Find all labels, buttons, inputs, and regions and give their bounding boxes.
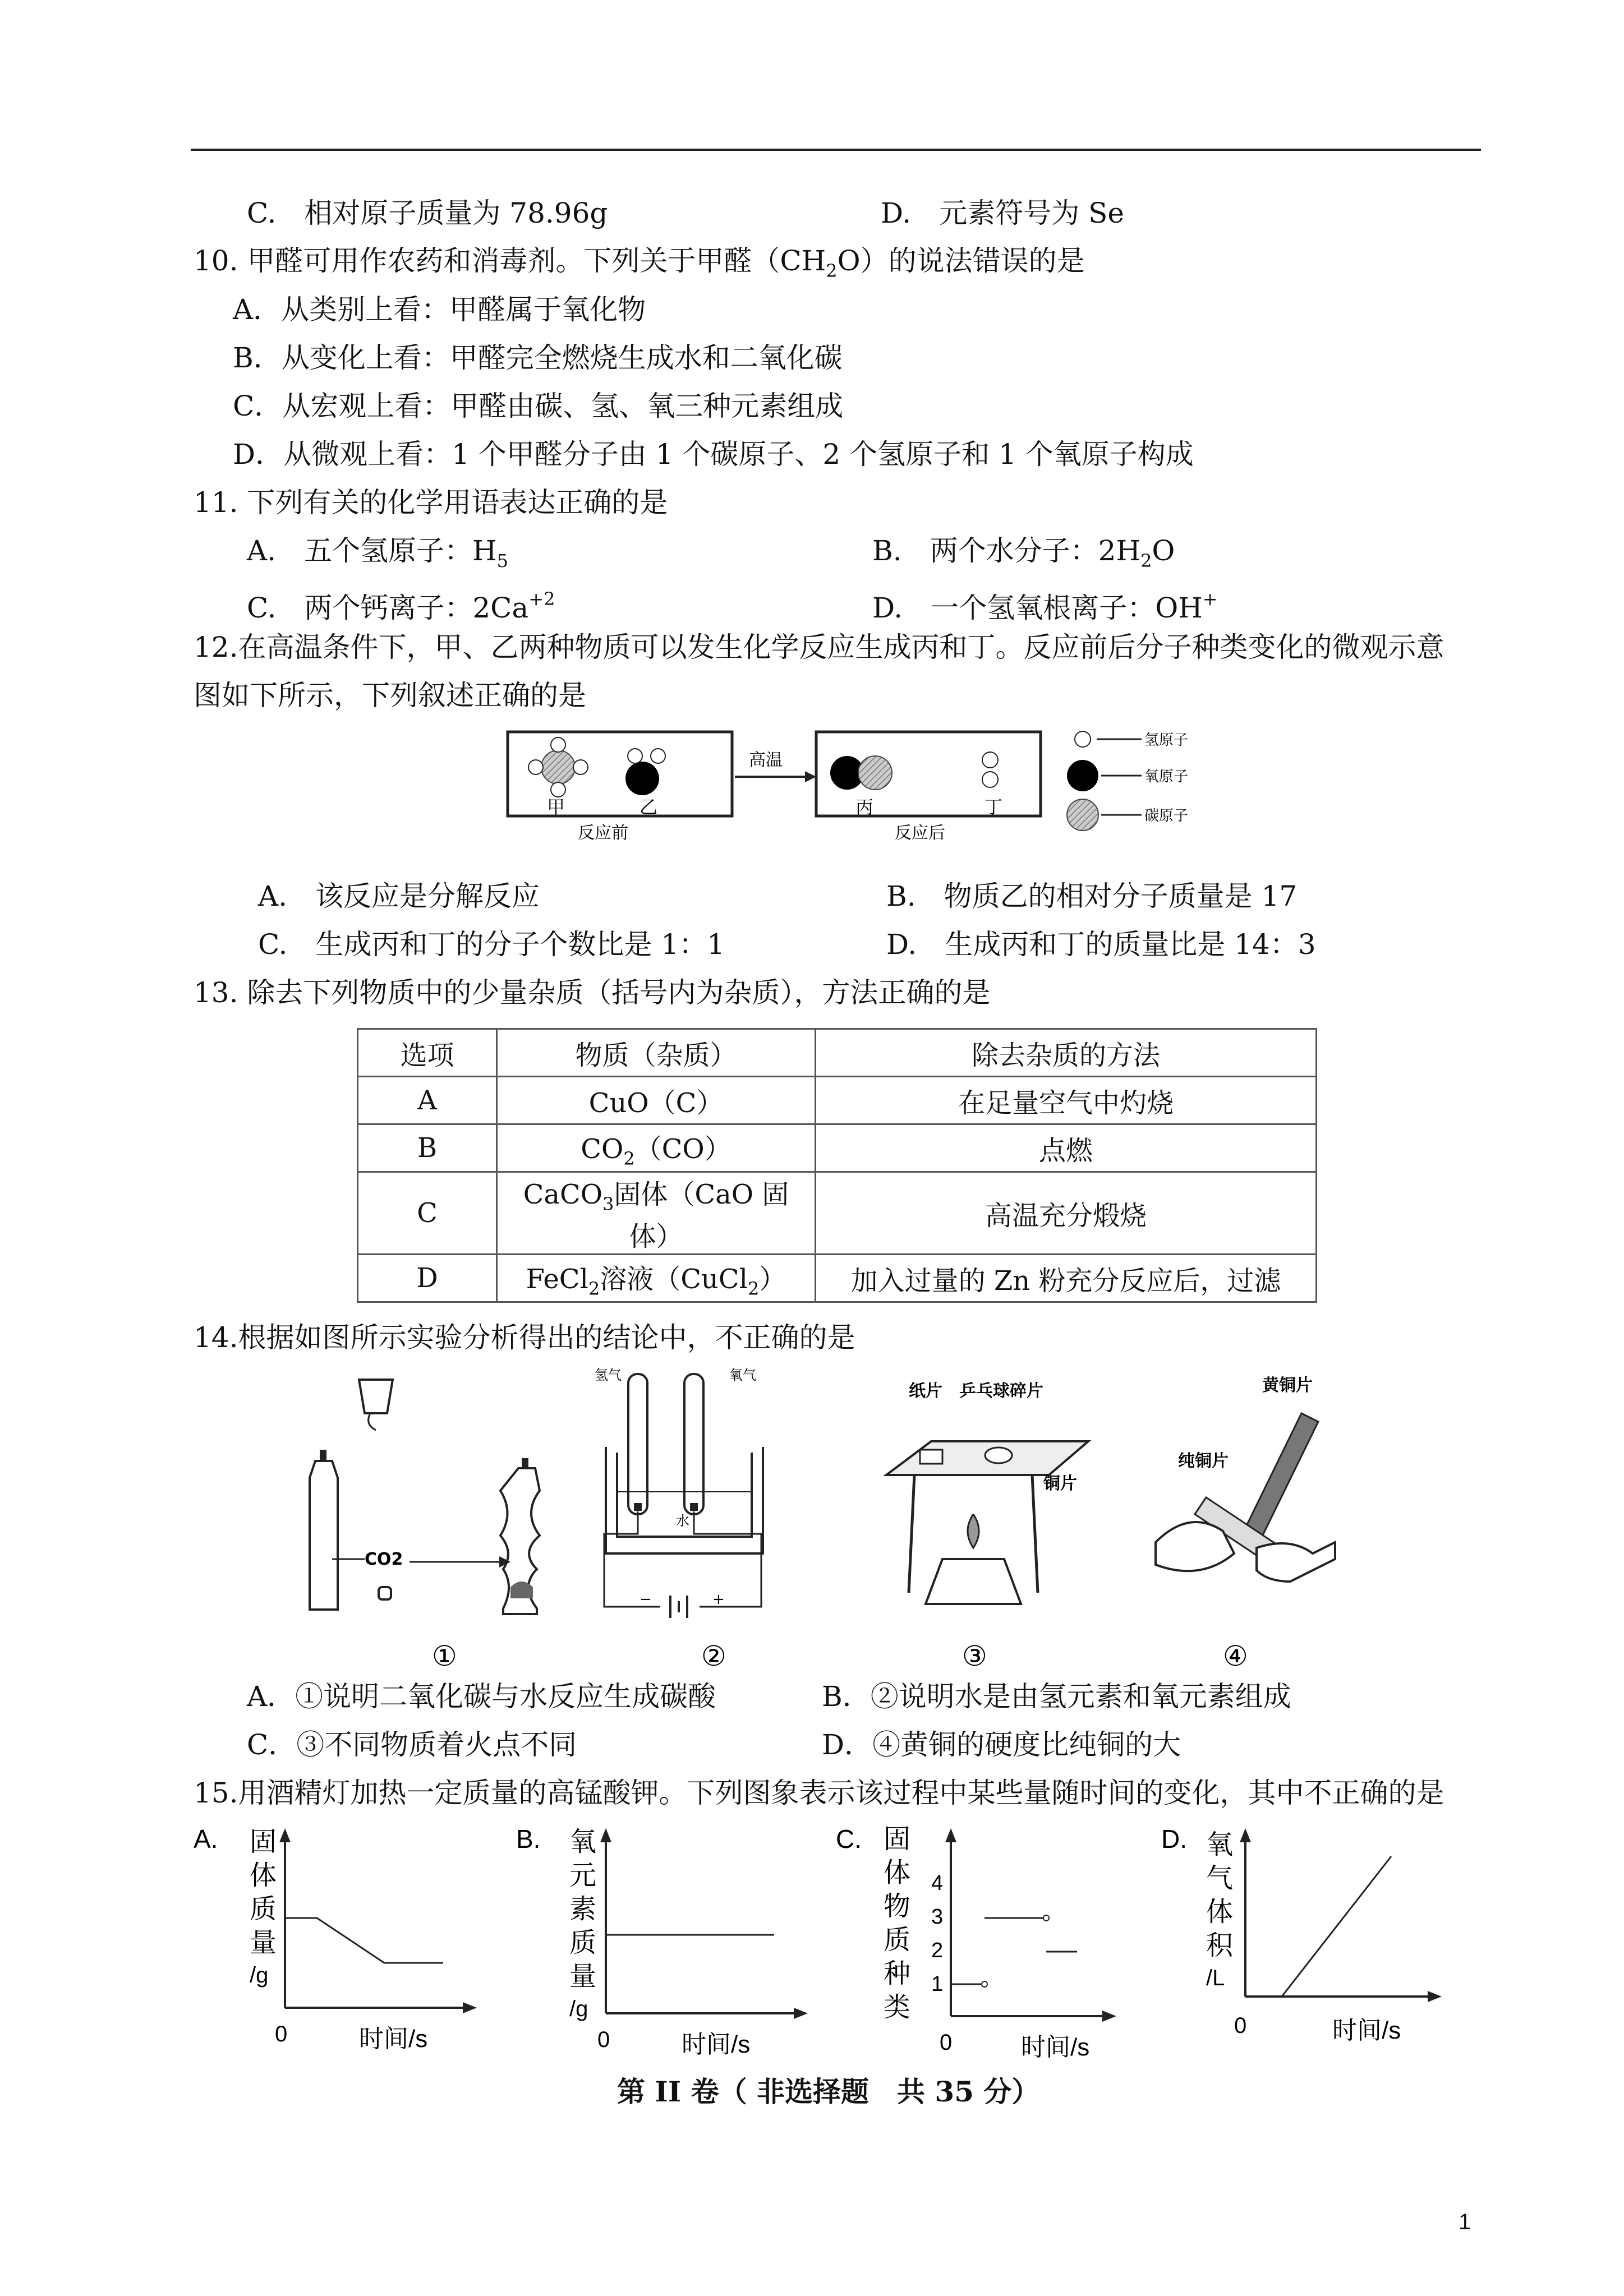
svg-text:黄铜片: 黄铜片 bbox=[1262, 1376, 1313, 1395]
hydrogen-atom bbox=[551, 737, 565, 752]
q14-option-d: D．④黄铜的硬度比纯铜的大 bbox=[822, 1728, 1181, 1761]
graph-b bbox=[516, 1824, 808, 2058]
svg-text:1: 1 bbox=[931, 1972, 944, 1996]
table-row: A CuO（C） 在足量空气中灼烧 bbox=[358, 1077, 1317, 1124]
graph-a bbox=[194, 1824, 477, 2053]
q12-option-a: A. 该反应是分解反应 bbox=[258, 880, 540, 912]
q14-option-b: B．②说明水是由氢元素和氧元素组成 bbox=[822, 1680, 1291, 1713]
q9-option-d: D. 元素符号为 Se bbox=[881, 197, 1124, 229]
svg-text:0: 0 bbox=[597, 2027, 610, 2052]
svg-text:积: 积 bbox=[1206, 1931, 1234, 1961]
svg-text:碳原子: 碳原子 bbox=[1144, 808, 1189, 824]
svg-text:CO2: CO2 bbox=[365, 1550, 403, 1569]
q9-option-c: C. 相对原子质量为 78.96g bbox=[247, 197, 608, 229]
svg-text:C.: C. bbox=[836, 1824, 862, 1854]
carbon-atom bbox=[858, 756, 892, 790]
q14-option-c: C．③不同物质着火点不同 bbox=[247, 1728, 577, 1761]
q14-option-a: A．①说明二氧化碳与水反应生成碳酸 bbox=[247, 1680, 716, 1713]
svg-text:纯铜片: 纯铜片 bbox=[1178, 1451, 1229, 1471]
q12-molecule-diagram bbox=[502, 723, 1243, 841]
svg-text:乒乓球碎片: 乒乓球碎片 bbox=[959, 1381, 1043, 1401]
hydrogen-atom bbox=[528, 760, 543, 774]
header-substance: 物质（杂质） bbox=[497, 1029, 816, 1077]
hydrogen-atom bbox=[651, 749, 665, 763]
svg-text:氢气: 氢气 bbox=[595, 1368, 622, 1383]
svg-text:/L: /L bbox=[1206, 1966, 1225, 1990]
q12-option-b: B. 物质乙的相对分子质量是 17 bbox=[886, 880, 1298, 912]
q13-table bbox=[357, 1028, 1317, 1303]
svg-text:时间/s: 时间/s bbox=[1332, 2017, 1401, 2044]
q15-stem: 15.用酒精灯加热一定质量的高锰酸钾。下列图象表示该过程中某些量随时间的变化，其中不正确的是 bbox=[194, 1777, 1444, 1809]
svg-text:元: 元 bbox=[569, 1861, 597, 1891]
carbon-atom bbox=[541, 750, 575, 784]
legend-oxygen bbox=[1067, 760, 1098, 791]
ignition-experiment bbox=[886, 1381, 1088, 1671]
svg-text:固: 固 bbox=[884, 1824, 911, 1854]
graph-c bbox=[836, 1824, 1116, 2061]
svg-text:物: 物 bbox=[884, 1892, 911, 1921]
q12-stem-line1: 12.在高温条件下，甲、乙两种物质可以发生化学反应生成丙和丁。反应前后分子种类变化的微观示意 bbox=[194, 631, 1444, 663]
svg-text:固: 固 bbox=[250, 1827, 277, 1857]
table-row: D FeCl$_2$溶液（CuCl$_2$） 加入过量的 Zn 粉充分反应后，过滤 bbox=[358, 1255, 1317, 1302]
svg-text:氧: 氧 bbox=[569, 1827, 597, 1857]
label-ding: 丁 bbox=[984, 796, 1003, 818]
svg-text:纸片: 纸片 bbox=[909, 1381, 942, 1401]
label-yi: 乙 bbox=[640, 796, 658, 818]
q13-stem: 13. 除去下列物质中的少量杂质（括号内为杂质），方法正确的是 bbox=[194, 976, 991, 1009]
svg-text:B.: B. bbox=[516, 1824, 541, 1854]
hydrogen-atom bbox=[982, 752, 998, 768]
svg-text:气: 气 bbox=[1206, 1864, 1234, 1893]
table-row: C CaCO$_3$固体（CaO 固体） 高温充分煅烧 bbox=[358, 1172, 1317, 1255]
svg-text:氧: 氧 bbox=[1206, 1830, 1234, 1860]
figure-2-number: ② bbox=[701, 1640, 726, 1671]
svg-text:−: − bbox=[640, 1591, 652, 1608]
label-high-temp: 高温 bbox=[749, 750, 783, 770]
svg-text:体: 体 bbox=[1206, 1897, 1234, 1927]
oxygen-atom bbox=[625, 762, 659, 795]
figure-3-number: ③ bbox=[962, 1640, 987, 1671]
svg-text:A.: A. bbox=[194, 1824, 218, 1854]
hydrogen-atom bbox=[982, 772, 998, 787]
label-after: 反应后 bbox=[895, 823, 945, 841]
svg-text:氧原子: 氧原子 bbox=[1144, 768, 1189, 785]
svg-text:量: 量 bbox=[569, 1962, 597, 1991]
svg-text:D.: D. bbox=[1161, 1824, 1187, 1854]
svg-text:铜片: 铜片 bbox=[1043, 1474, 1077, 1493]
svg-text:3: 3 bbox=[931, 1905, 944, 1929]
svg-text:素: 素 bbox=[569, 1894, 597, 1924]
table-row: B $CO_2(CO)$ 点燃 bbox=[358, 1124, 1317, 1172]
svg-text:氧气: 氧气 bbox=[729, 1368, 756, 1383]
legend-hydrogen bbox=[1075, 731, 1091, 747]
svg-text:质: 质 bbox=[884, 1925, 911, 1955]
hardness-experiment bbox=[1156, 1376, 1335, 1671]
graph-d bbox=[1161, 1824, 1442, 2044]
svg-text:质: 质 bbox=[250, 1894, 277, 1924]
page-number: 1 bbox=[1459, 2210, 1471, 2234]
header-method: 除去杂质的方法 bbox=[816, 1029, 1317, 1077]
hydrogen-atom bbox=[551, 782, 565, 797]
svg-text:水: 水 bbox=[676, 1513, 689, 1529]
q15-graphs bbox=[191, 1823, 1481, 2069]
table-header-row bbox=[358, 1029, 1317, 1077]
before-box bbox=[508, 732, 732, 816]
q12-option-d: D. 生成丙和丁的质量比是 14：3 bbox=[886, 928, 1316, 961]
svg-text:氢原子: 氢原子 bbox=[1144, 732, 1189, 749]
q10-option-b: B．从变化上看：甲醛完全燃烧生成水和二氧化碳 bbox=[233, 342, 843, 374]
svg-text:0: 0 bbox=[275, 2022, 288, 2046]
svg-text:时间/s: 时间/s bbox=[1021, 2034, 1090, 2061]
svg-text:时间/s: 时间/s bbox=[359, 2025, 428, 2053]
svg-text:种: 种 bbox=[884, 1959, 911, 1989]
svg-text:类: 类 bbox=[884, 1993, 911, 2022]
svg-text:2: 2 bbox=[931, 1939, 944, 1962]
electrolysis-experiment bbox=[595, 1368, 763, 1671]
svg-text:体: 体 bbox=[884, 1858, 911, 1888]
header-option: 选项 bbox=[358, 1029, 497, 1077]
header-rule bbox=[191, 149, 1481, 151]
q11-stem: 11. 下列有关的化学用语表达正确的是 bbox=[194, 486, 668, 519]
svg-text:4: 4 bbox=[931, 1871, 944, 1895]
graph-a-line bbox=[285, 1918, 443, 1963]
svg-text:体: 体 bbox=[250, 1861, 277, 1891]
svg-text:0: 0 bbox=[940, 2030, 953, 2055]
hydrogen-atom bbox=[628, 749, 642, 763]
svg-text:量: 量 bbox=[250, 1928, 277, 1958]
svg-text:+: + bbox=[712, 1591, 725, 1608]
label-jia: 甲 bbox=[547, 796, 565, 818]
svg-text:/g: /g bbox=[569, 1997, 588, 2021]
svg-text:0: 0 bbox=[1234, 2013, 1247, 2038]
q10-option-c: C．从宏观上看：甲醛由碳、氢、氧三种元素组成 bbox=[233, 390, 844, 422]
q11-option-c: C. 两个钙离子：$2Ca^{+2}$ bbox=[247, 588, 555, 624]
svg-text:时间/s: 时间/s bbox=[682, 2031, 751, 2058]
q14-experiment-figures bbox=[303, 1368, 1380, 1671]
q11-option-d: D. 一个氢氧根离子：OH+ bbox=[872, 588, 1218, 624]
q12-option-c: C. 生成丙和丁的分子个数比是 1：1 bbox=[258, 928, 725, 961]
section-title: 第 II 卷（ 非选择题 共 35 分） bbox=[617, 2075, 1040, 2108]
label-bing: 丙 bbox=[855, 796, 874, 818]
q10-stem: 10. 甲醛可用作农药和消毒剂。下列关于甲醛$(CH_2O)$的说法错误的是 bbox=[194, 245, 1085, 282]
hydrogen-atom bbox=[573, 760, 588, 774]
svg-text:/g: /g bbox=[250, 1963, 269, 1988]
q11-option-b: B. 两个水分子：$2H_2O$ bbox=[872, 534, 1175, 571]
graph-d-line bbox=[1282, 1856, 1391, 1997]
label-before: 反应前 bbox=[578, 823, 628, 841]
svg-text:质: 质 bbox=[569, 1928, 597, 1958]
legend-carbon bbox=[1067, 799, 1098, 831]
co2-bottle-experiment bbox=[310, 1380, 540, 1671]
q10-option-d: D．从微观上看：1 个甲醛分子由 1 个碳原子、2 个氢原子和 1 个氧原子构成 bbox=[233, 438, 1194, 471]
q14-stem: 14.根据如图所示实验分析得出的结论中，不正确的是 bbox=[194, 1321, 855, 1354]
q10-option-a: A．从类别上看：甲醛属于氧化物 bbox=[233, 293, 646, 326]
figure-1-number: ① bbox=[432, 1640, 457, 1671]
figure-4-number: ④ bbox=[1223, 1640, 1248, 1671]
q11-option-a: A. 五个氢原子：$H_5$ bbox=[247, 534, 508, 571]
q12-stem-line2: 图如下所示，下列叙述正确的是 bbox=[194, 679, 586, 712]
